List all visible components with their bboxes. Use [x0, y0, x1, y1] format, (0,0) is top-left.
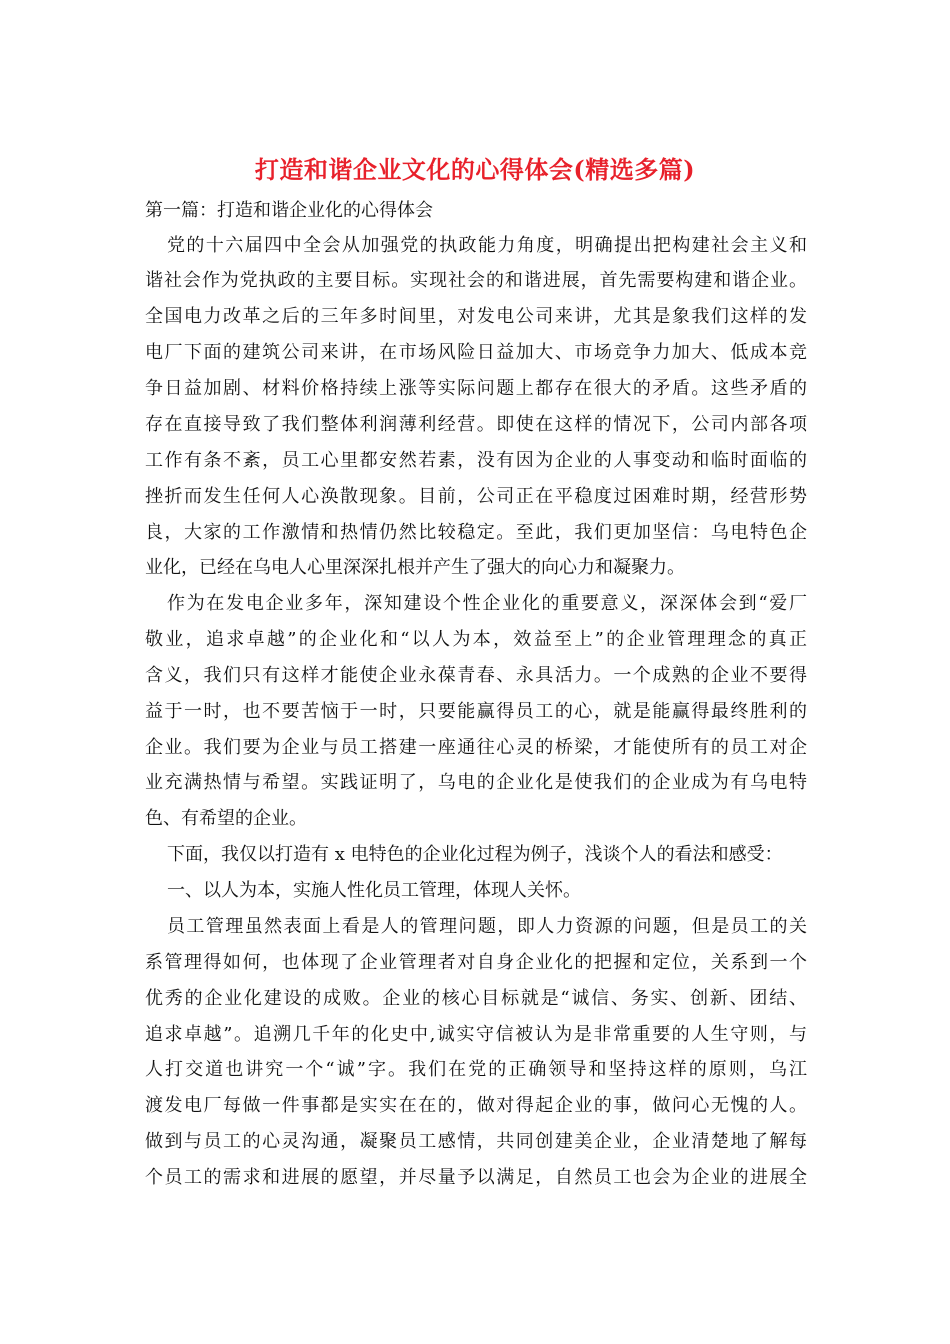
- text-line: 下面，我仅以打造有 x 电特色的企业化过程为例子，浅谈个人的看法和感受：: [167, 844, 783, 865]
- text-line: 追求卓越”。追溯几千年的化史中,诚实守信被认为是非常重要的人生守则，与: [145, 1024, 807, 1045]
- text-line: 人打交道也讲究一个“诚”字。我们在党的正确领导和坚持这样的原则，乌江: [145, 1059, 807, 1080]
- text-line: 业充满热情与希望。实践证明了，乌电的企业化是使我们的企业成为有乌电特: [145, 772, 807, 793]
- section-heading: 第一篇：打造和谐企业化的心得体会: [145, 200, 433, 221]
- text-line: 色、有希望的企业。: [145, 808, 307, 829]
- text-line: 作为在发电企业多年，深知建设个性企业化的重要意义，深深体会到“爱厂: [167, 593, 807, 614]
- text-line: 敬业，追求卓越”的企业化和“以人为本，效益至上”的企业管理理念的真正: [145, 629, 807, 650]
- text-line: 优秀的企业化建设的成败。企业的核心目标就是“诚信、务实、创新、团结、: [145, 988, 807, 1009]
- text-line: 系管理得如何，也体现了企业管理者对自身企业化的把握和定位，关系到一个: [145, 952, 807, 973]
- text-line: 争日益加剧、材料价格持续上涨等实际问题上都存在很大的矛盾。这些矛盾的: [145, 378, 807, 399]
- text-line: 益于一时，也不要苦恼于一时，只要能赢得员工的心，就是能赢得最终胜利的: [145, 701, 807, 722]
- text-line: 员工管理虽然表面上看是人的管理问题，即人力资源的问题，但是员工的关: [167, 916, 807, 937]
- text-line: 含义，我们只有这样才能使企业永葆青春、永具活力。一个成熟的企业不要得: [145, 665, 807, 686]
- text-line: 谐社会作为党执政的主要目标。实现社会的和谐进展，首先需要构建和谐企业。: [145, 270, 807, 291]
- text-line: 做到与员工的心灵沟通，凝聚员工感情，共同创建美企业，企业清楚地了解每: [145, 1131, 807, 1152]
- text-line: 业化，已经在乌电人心里深深扎根并产生了强大的向心力和凝聚力。: [145, 557, 685, 578]
- text-line: 挫折而发生任何人心涣散现象。目前，公司正在平稳度过困难时期，经营形势: [145, 486, 807, 507]
- text-line: 全国电力改革之后的三年多时间里，对发电公司来讲，尤其是象我们这样的发: [145, 306, 807, 327]
- text-line: 个员工的需求和进展的愿望，并尽量予以满足，自然员工也会为企业的进展全: [145, 1167, 807, 1188]
- text-line: 工作有条不紊，员工心里都安然若素，没有因为企业的人事变动和临时面临的: [145, 450, 807, 471]
- text-line: 渡发电厂每做一件事都是实实在在的，做对得起企业的事，做问心无愧的人。: [145, 1095, 807, 1116]
- text-line: 党的十六届四中全会从加强党的执政能力角度，明确提出把构建社会主义和: [167, 235, 807, 256]
- text-line: 存在直接导致了我们整体利润薄利经营。即使在这样的情况下，公司内部各项: [145, 414, 807, 435]
- document-title: 打造和谐企业文化的心得体会(精选多篇): [254, 155, 696, 184]
- text-line: 良，大家的工作激情和热情仍然比较稳定。至此，我们更加坚信：乌电特色企: [145, 522, 807, 543]
- subheading: 一、以人为本，实施人性化员工管理，体现人关怀。: [167, 880, 581, 901]
- text-line: 电厂下面的建筑公司来讲，在市场风险日益加大、市场竞争力加大、低成本竞: [145, 342, 807, 363]
- text-line: 企业。我们要为企业与员工搭建一座通往心灵的桥梁，才能使所有的员工对企: [145, 737, 807, 758]
